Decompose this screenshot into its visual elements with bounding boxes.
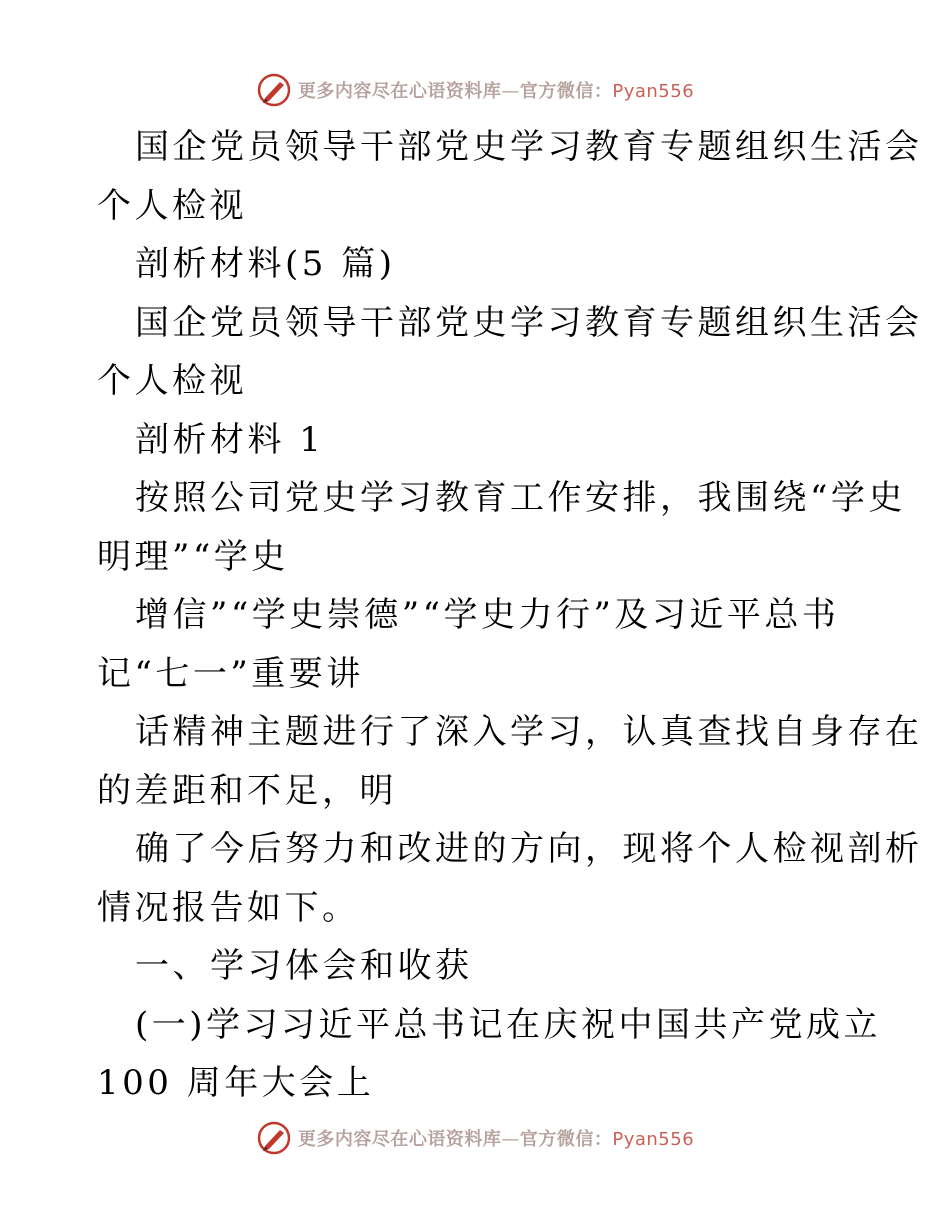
text-line: 的差距和不足，明 [97, 770, 397, 811]
watermark-text [298, 1125, 694, 1151]
watermark-main: 更多内容尽在心语资料库 [297, 1129, 502, 1150]
text-line: 个人检视 [97, 361, 247, 401]
text-line: 一、学习体会和收获 [135, 946, 473, 986]
pen-logo-icon [256, 72, 292, 108]
text-line: 个人检视 [97, 185, 247, 226]
watermark-label: 官方微信： [519, 1129, 613, 1150]
text-line: 话精神主题进行了深入学习，认真查找自身存在 [135, 712, 923, 752]
watermark-main: 更多内容尽在心语资料库 [297, 81, 502, 102]
pen-logo-icon [256, 1120, 292, 1156]
document-body [97, 118, 923, 1113]
watermark-sep: — [501, 81, 520, 102]
watermark-id: Pyan556 [612, 1129, 695, 1150]
watermark-text [298, 77, 694, 103]
text-line: 情况报告如下。 [97, 887, 360, 928]
watermark-sep: — [501, 1129, 520, 1150]
text-line: 国企党员领导干部党史学习教育专题组织生活会 [135, 127, 923, 167]
text-line: 明理”“学史 [97, 536, 289, 577]
text-line: 剖析材料 1 [135, 419, 325, 460]
text-line: (一)学习习近平总书记在庆祝中国共产党成立 [135, 1004, 882, 1045]
text-line: 按照公司党史学习教育工作安排，我围绕“学史 [135, 478, 906, 518]
header-watermark [0, 70, 950, 110]
text-line: 确了今后努力和改进的方向，现将个人检视剖析 [135, 829, 923, 869]
text-line: 国企党员领导干部党史学习教育专题组织生活会 [135, 302, 923, 343]
text-line: 剖析材料(5 篇) [135, 244, 396, 284]
text-line: 记“七一”重要讲 [97, 653, 364, 694]
watermark-label: 官方微信： [519, 81, 613, 102]
text-line: 增信”“学史崇德”“学史力行”及习近平总书 [135, 595, 840, 635]
footer-watermark [0, 1118, 950, 1158]
watermark-id: Pyan556 [612, 81, 695, 102]
text-line: 100 周年大会上 [97, 1063, 375, 1103]
